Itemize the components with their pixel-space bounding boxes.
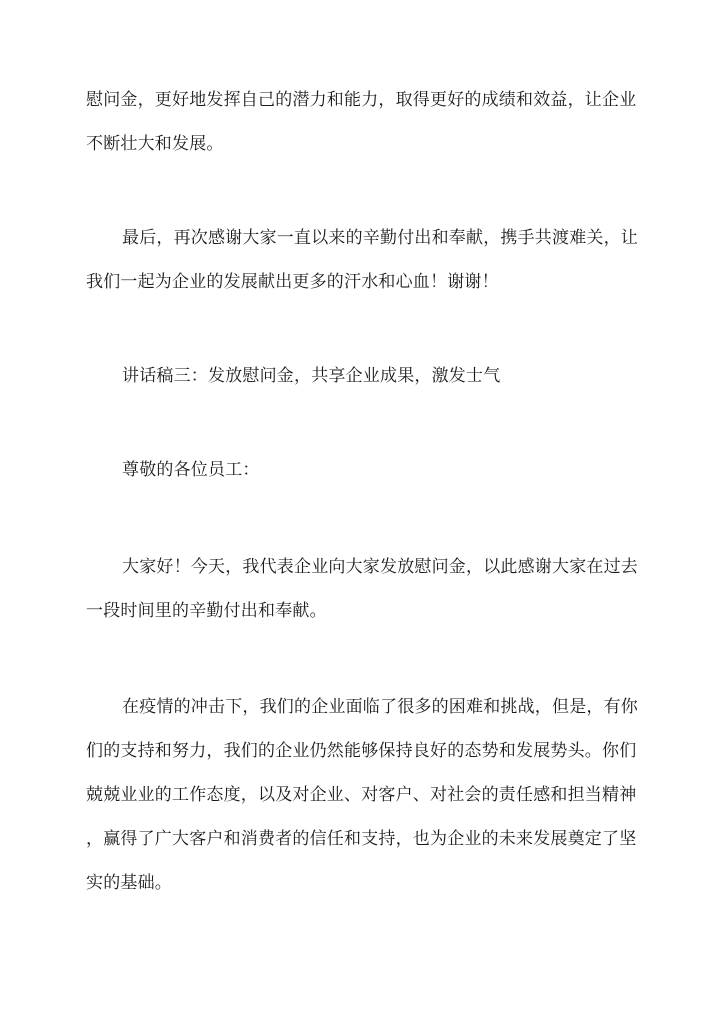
paragraph-6-line-3: 兢兢业业的工作态度，以及对企业、对客户、对社会的责任感和担当精神 bbox=[86, 785, 637, 805]
paragraph-1-line-1: 慰问金，更好地发挥自己的潜力和能力，取得更好的成绩和效益，让企业 bbox=[86, 90, 637, 110]
paragraph-2-line-1: 最后，再次感谢大家一直以来的辛勤付出和奉献，携手共渡难关，让 bbox=[122, 228, 638, 248]
paragraph-6-line-1: 在疫情的冲击下，我们的企业面临了很多的困难和挑战，但是，有你 bbox=[122, 697, 638, 717]
section-heading: 讲话稿三：发放慰问金，共享企业成果，激发士气 bbox=[122, 366, 501, 386]
paragraph-6-line-5: 实的基础。 bbox=[86, 873, 172, 893]
paragraph-6-line-2: 们的支持和努力，我们的企业仍然能够保持良好的态势和发展势头。你们 bbox=[86, 741, 637, 761]
paragraph-6-line-4: ，赢得了广大客户和消费者的信任和支持，也为企业的未来发展奠定了坚 bbox=[86, 829, 637, 849]
paragraph-1-line-2: 不断壮大和发展。 bbox=[86, 134, 224, 154]
salutation: 尊敬的各位员工： bbox=[122, 460, 260, 480]
paragraph-5-line-2: 一段时间里的辛勤付出和奉献。 bbox=[86, 601, 327, 621]
paragraph-5-line-1: 大家好！今天，我代表企业向大家发放慰问金，以此感谢大家在过去 bbox=[122, 557, 638, 577]
paragraph-2-line-2: 我们一起为企业的发展献出更多的汗水和心血！谢谢！ bbox=[86, 272, 499, 292]
